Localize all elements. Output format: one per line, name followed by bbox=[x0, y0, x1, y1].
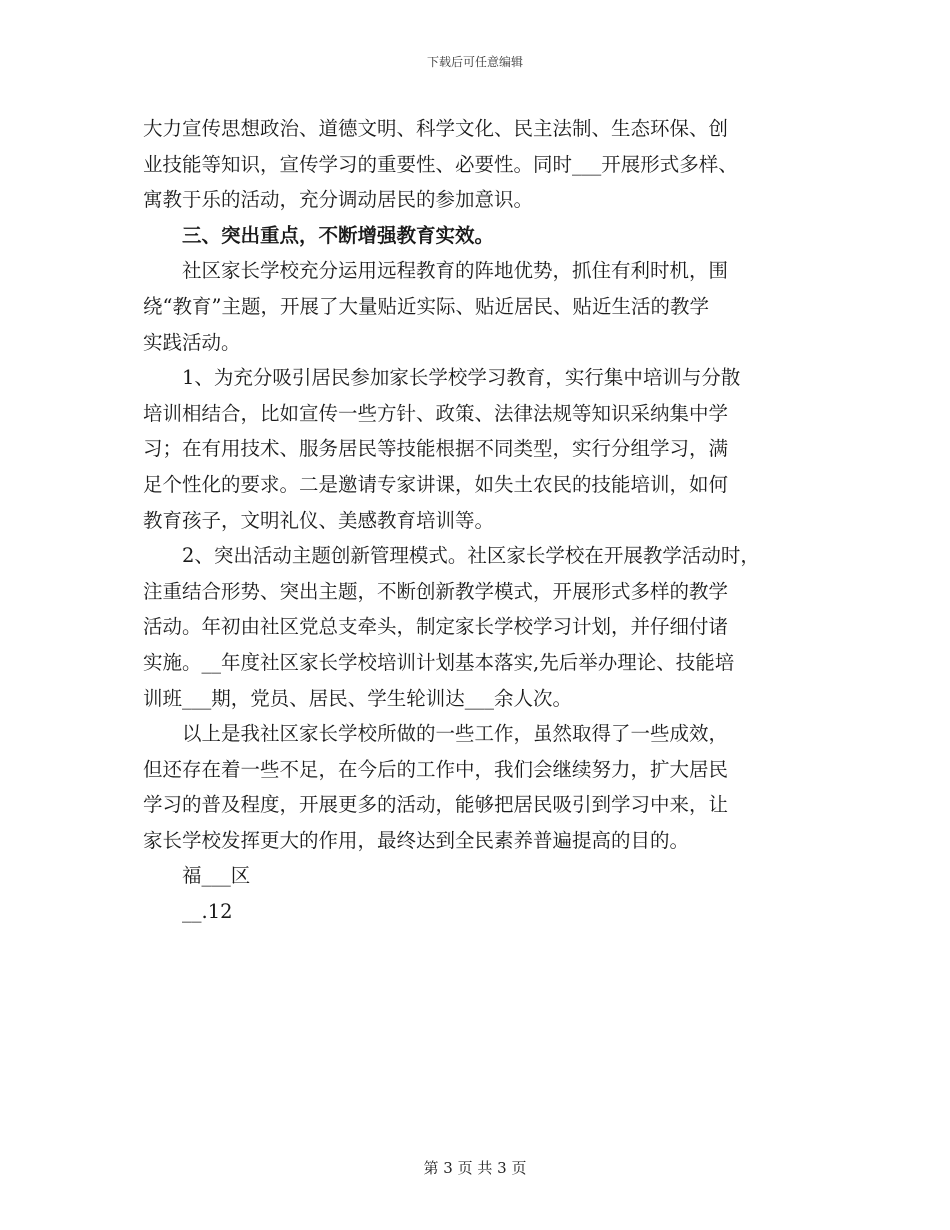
body-line: 社区家长学校充分运用远程教育的阵地优势，抓住有利时机，围 bbox=[182, 259, 729, 283]
section-heading: 三、突出重点，不断增强教育实效。 bbox=[182, 223, 495, 247]
document-body bbox=[143, 111, 823, 930]
body-line: 学习的普及程度，开展更多的活动，能够把居民吸引到学习中来，让 bbox=[143, 793, 729, 817]
body-line: 2、突出活动主题创新管理模式。社区家长学校在开展教学活动时， bbox=[182, 544, 760, 568]
body-line: 活动。年初由社区党总支牵头，制定家长学校学习计划，并仔细付诸 bbox=[143, 615, 729, 639]
body-line: 大力宣传思想政治、道德文明、科学文化、民主法制、生态环保、创 bbox=[143, 117, 729, 140]
body-line: 注重结合形势、突出主题，不断创新教学模式，开展形式多样的教学 bbox=[143, 579, 729, 603]
body-line: 绕“教育”主题，开展了大量贴近实际、贴近居民、贴近生活的教学 bbox=[143, 294, 709, 318]
body-line: 训班___期，党员、居民、学生轮训达___余人次。 bbox=[143, 686, 573, 710]
body-line: 家长学校发挥更大的作用，最终达到全民素养普遍提高的目的。 bbox=[143, 828, 690, 852]
body-line: 但还存在着一些不足，在今后的工作中，我们会继续努力，扩大居民 bbox=[143, 757, 729, 781]
body-line: 习；在有用技术、服务居民等技能根据不同类型，实行分组学习，满 bbox=[143, 437, 729, 461]
body-line: 寓教于乐的活动，充分调动居民的参加意识。 bbox=[143, 188, 534, 212]
page-footer: 第 3 页 共 3 页 bbox=[423, 1159, 527, 1177]
date-line: __.12 bbox=[182, 900, 233, 924]
page-header: 下载后可任意编辑 bbox=[426, 55, 523, 69]
body-line: 以上是我社区家长学校所做的一些工作，虽然取得了一些成效， bbox=[182, 722, 729, 746]
body-line: 足个性化的要求。二是邀请专家讲课，如失土农民的技能培训，如何 bbox=[143, 472, 729, 496]
body-line: 1、为充分吸引居民参加家长学校学习教育，实行集中培训与分散 bbox=[182, 366, 741, 390]
body-line: 实施。__年度社区家长学校培训计划基本落实,先后举办理论、技能培 bbox=[143, 650, 735, 674]
signature-line: 福___区 bbox=[182, 864, 251, 888]
body-line: 实践活动。 bbox=[143, 330, 241, 354]
body-line: 教育孩子，文明礼仪、美感教育培训等。 bbox=[143, 508, 495, 532]
body-line: 培训相结合，比如宣传一些方针、政策、法律法规等知识采纳集中学 bbox=[143, 401, 729, 425]
body-line: 业技能等知识，宣传学习的重要性、必要性。同时___开展形式多样、 bbox=[143, 152, 738, 176]
